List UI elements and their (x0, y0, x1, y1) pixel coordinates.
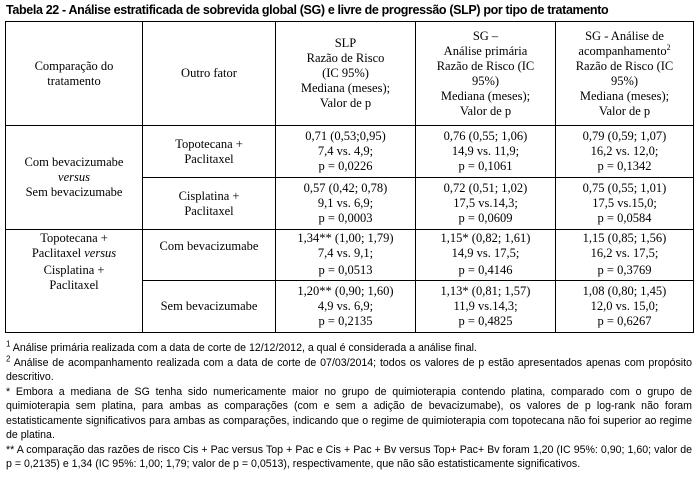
row-sg-primary: 0,76 (0,55; 1,06) 14,9 vs. 11,9; p = 0,1061 (416, 126, 556, 178)
footnote-1: $^1$ Análise primária realizada com a data de corte de 12/12/2012, a qual é considerada a análise final. (6, 339, 477, 354)
group1-label: Com bevacizumabe versus Sem bevacizumabe (6, 126, 143, 230)
table-row (6, 126, 694, 178)
row-sg-followup: 0,75 (0,55; 1,01) 17,5 vs.15,0; p = 0,0584 (556, 178, 694, 230)
header-other-factor: Outro fator (143, 22, 276, 126)
row-factor: Sem bevacizumabe (143, 280, 276, 332)
footnote-4: ** A comparação das razões de risco Cis + Pac versus Top + Pac e Cis + Pac + Bv versus Top+ Pac+ Bv foram 1,20 (IC 95%: 0,90; 1,60; valor de p = 0,2135) e 1,34 (IC 95%: 1,00; 1,79; valor de p = 0,0513), respectivamente, que não são estatisticamente significativos. (6, 443, 692, 470)
header-comparison: Comparação do tratamento (6, 22, 143, 126)
row-slp: 0,71 (0,53;0,95) 7,4 vs. 4,9; p = 0,0226 (276, 126, 416, 178)
table-row (6, 262, 694, 280)
header-slp: SLP Razão de Risco (IC 95%) Mediana (meses); Valor de p (276, 22, 416, 126)
row-sg-followup: 1,15 (0,85; 1,56) 16,2 vs. 17,5; (556, 230, 694, 263)
table-title: Tabela 22 - Análise estratificada de sobrevida global (SG) e livre de progressão (SLP) por tipo de tratamento (6, 3, 609, 17)
table-row (6, 230, 694, 263)
row-slp-p: p = 0,0513 (276, 262, 416, 280)
row-factor-continuation (143, 262, 276, 280)
footnote-2: $^2$ Análise de acompanhamento realizada com a data de corte de 07/03/2014; todos os valores de p estão apresentados apenas com propósito descritivo. (6, 353, 692, 383)
group2-label-top: Topotecana + Paclitaxel versus (6, 230, 143, 263)
row-sg-followup-p: p = 0,3769 (556, 262, 694, 280)
row-sg-primary: 0,72 (0,51; 1,02) 17,5 vs.14,3; p = 0,0609 (416, 178, 556, 230)
group2-label-bottom: Cisplatina + Paclitaxel (6, 262, 143, 332)
row-factor: Topotecana + Paclitaxel (143, 126, 276, 178)
row-slp: 1,34** (1,00; 1,79) 7,4 vs. 9,1; (276, 230, 416, 263)
row-slp: 0,57 (0,42; 0,78) 9,1 vs. 6,9; p = 0,0003 (276, 178, 416, 230)
row-sg-followup: 0,79 (0,59; 1,07) 16,2 vs. 12,0; p = 0,1342 (556, 126, 694, 178)
row-sg-followup: 1,08 (0,80; 1,45) 12,0 vs. 15,0; p = 0,6267 (556, 280, 694, 332)
header-sg-followup: SG - Análise de acompanhamento$^2$ Razão de Risco (IC 95%) Mediana (meses); Valor de p (556, 22, 694, 126)
row-factor: Com bevacizumabe (143, 230, 276, 263)
footnotes (6, 341, 692, 472)
footnote-3: * Embora a mediana de SG tenha sido numericamente maior no grupo de quimioterapia contendo platina, comparado com o grupo de quimioterapia sem platina, para ambas as comparações (com e sem a adição de bevacizumabe), os valores de p log-rank não foram estatisticamente significativos para ambas as comparações, indicando que o regime de quimioterapia com topotecana não foi superior ao regime de platina. (6, 385, 692, 441)
header-sg-primary: SG – Análise primária Razão de Risco (IC 95%) Mediana (meses); Valor de p (416, 22, 556, 126)
row-sg-primary-p: p = 0,4146 (416, 262, 556, 280)
stratified-analysis-table (5, 21, 694, 333)
row-slp: 1,20** (0,90; 1,60) 4,9 vs. 6,9; p = 0,2135 (276, 280, 416, 332)
header-row (6, 22, 694, 126)
row-sg-primary: 1,13* (0,81; 1,57) 11,9 vs.14,3; p = 0,4825 (416, 280, 556, 332)
row-sg-primary: 1,15* (0,82; 1,61) 14,9 vs. 17,5; (416, 230, 556, 263)
row-factor: Cisplatina + Paclitaxel (143, 178, 276, 230)
